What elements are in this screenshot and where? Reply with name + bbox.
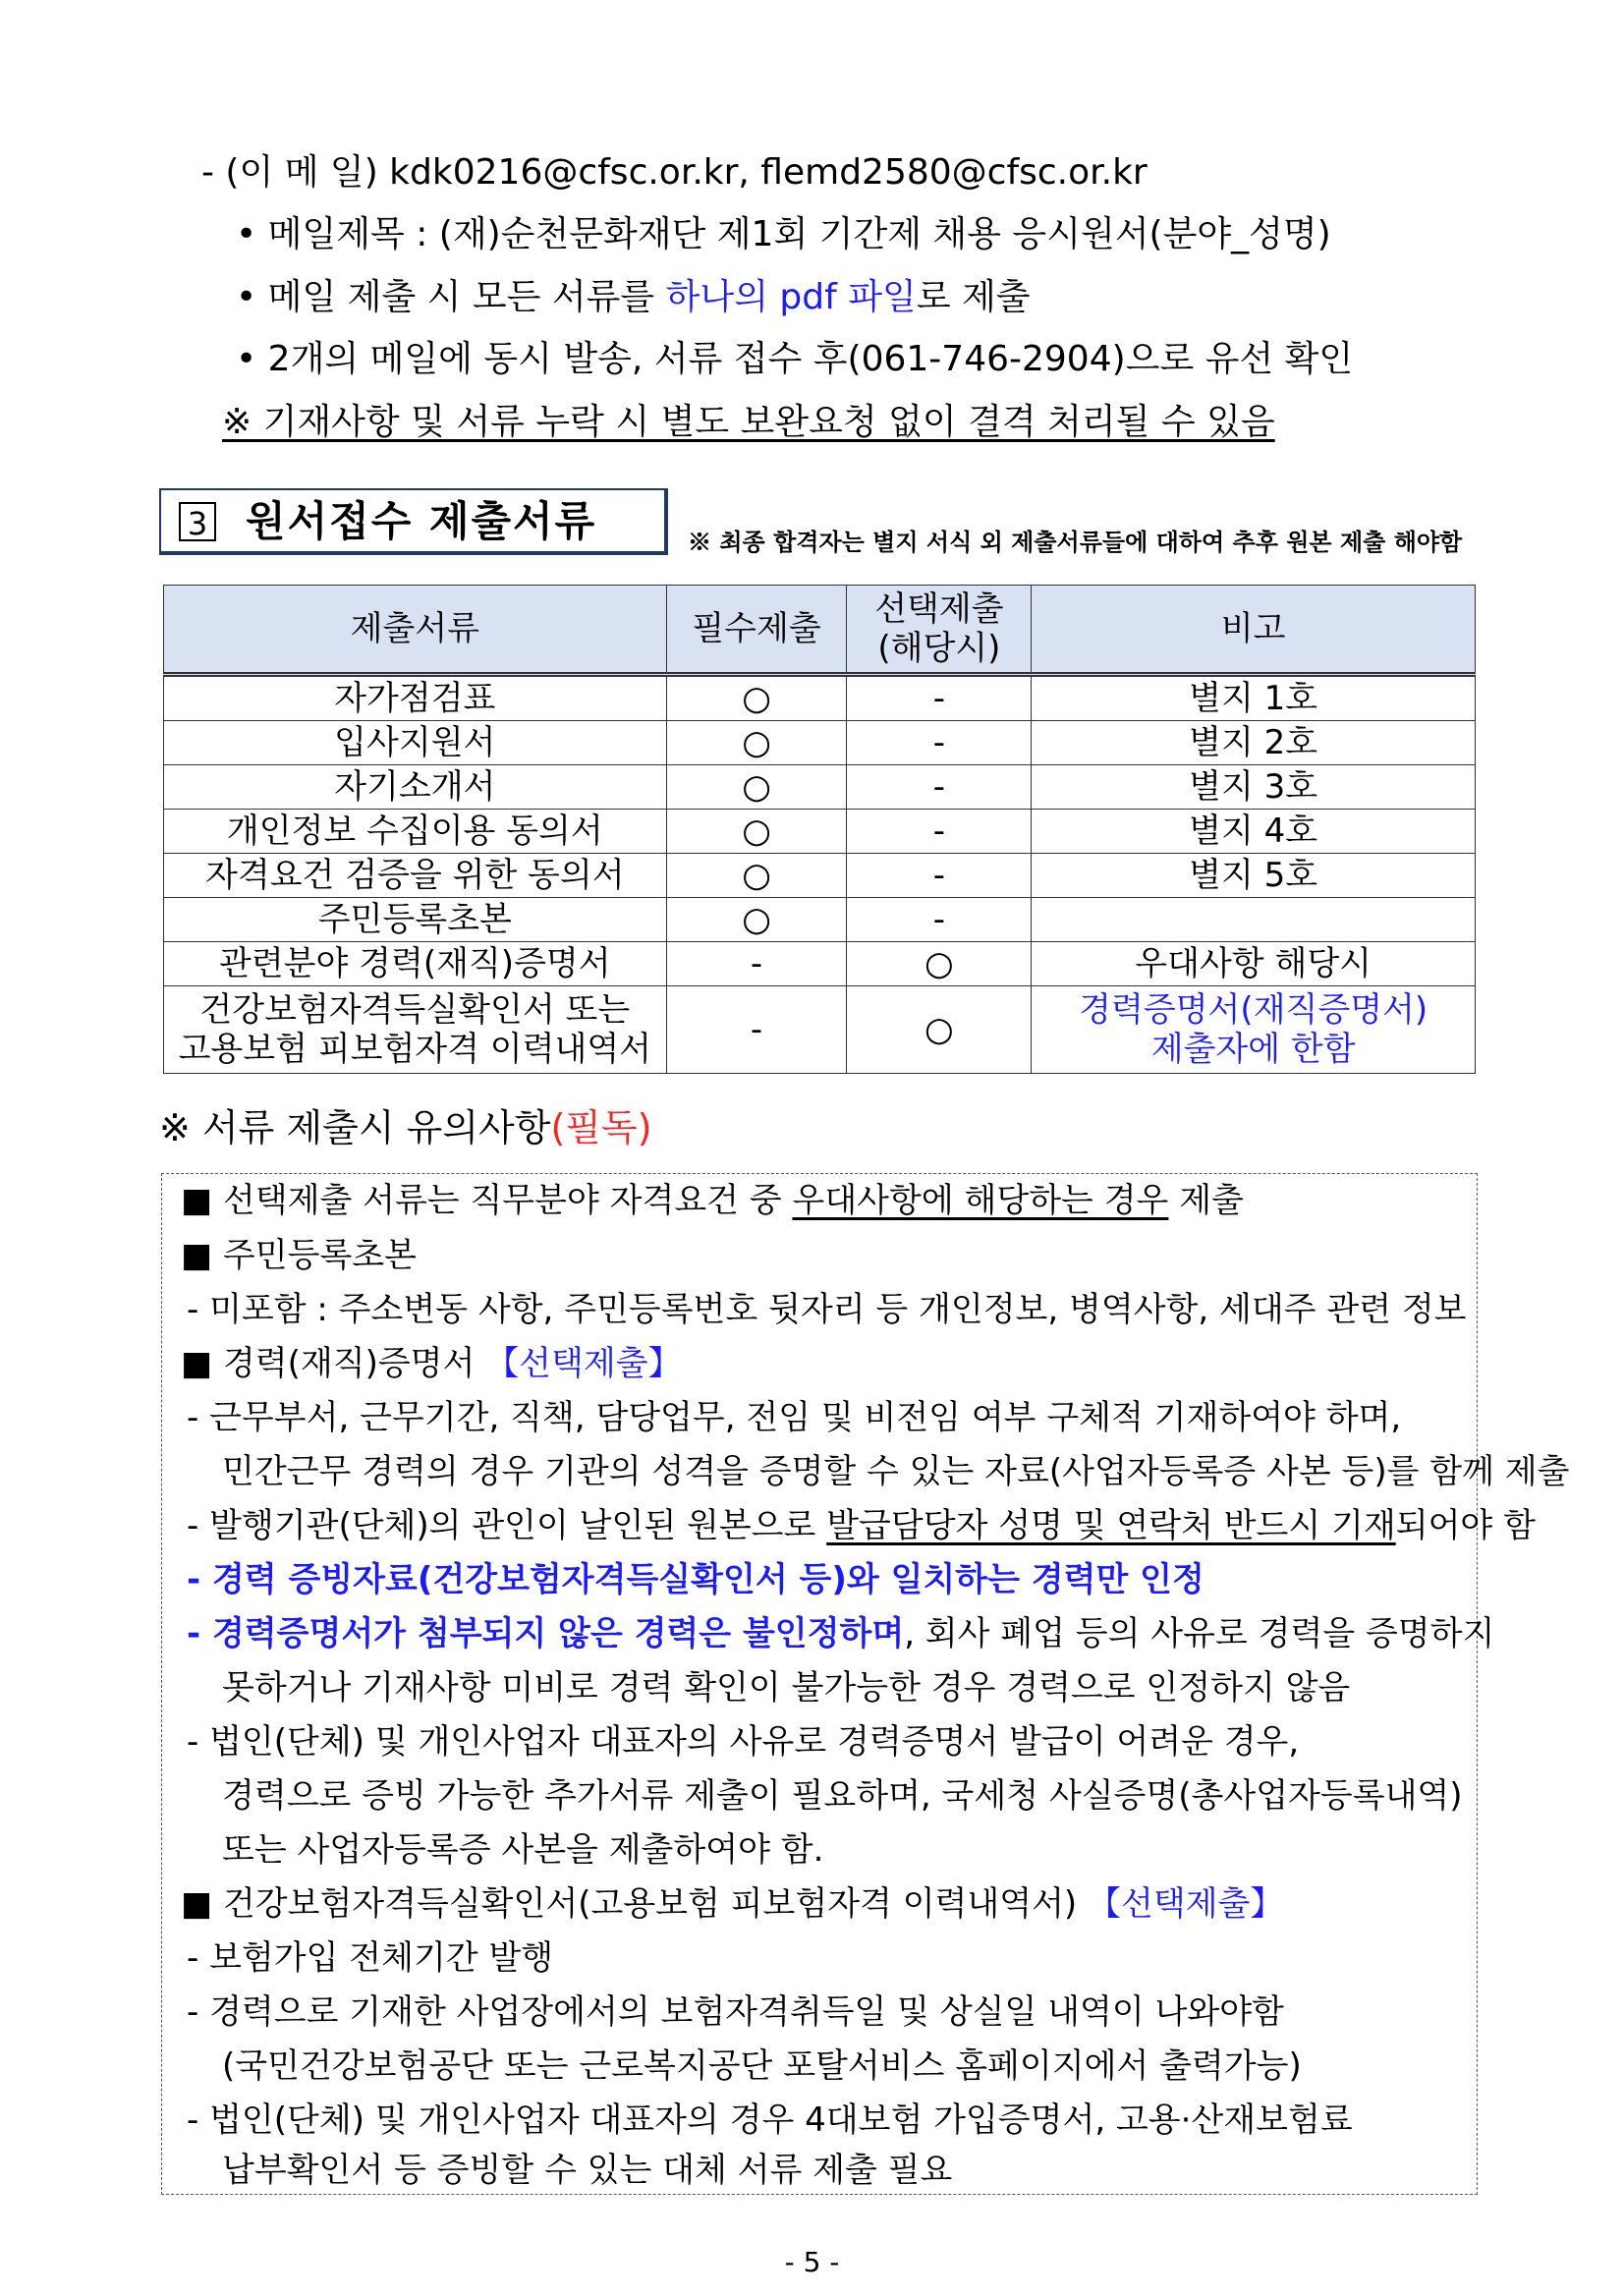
table-row <box>164 898 1476 942</box>
cell-optional: - <box>847 810 1032 854</box>
cell-optional: ○ <box>847 986 1032 1074</box>
cell-required: - <box>666 942 847 986</box>
note-resident-excluded: - 미포함 : 주소변동 사항, 주민등록번호 뒷자리 등 개인정보, 병역사항, 세대주 관련 정보 <box>187 1290 1467 1329</box>
note-career-seal: - 발행기관(단체)의 관인이 날인된 원본으로 발급담당자 성명 및 연락처 반드시 기재되어야 함 <box>187 1506 1536 1545</box>
note-insurance-heading: ■ 건강보험자격득실확인서(고용보험 피보험자격 이력내역서) 【선택제출】 <box>181 1884 1284 1924</box>
cell-doc: 관련분야 경력(재직)증명서 <box>164 942 667 986</box>
note-career-unattached: - 경력증명서가 첨부되지 않은 경력은 불인정하며, 회사 폐업 등의 사유로 경력을 증명하지 <box>187 1614 1495 1653</box>
note-insurance-ceo-cont: 납부확인서 등 증빙할 수 있는 대체 서류 제출 필요 <box>222 2151 953 2190</box>
cell-optional: - <box>847 898 1032 942</box>
email-line: - (이 메 일) kdk0216@cfsc.or.kr, flemd2580@cfsc.or.kr <box>201 152 1148 193</box>
note-insurance-detail-cont: (국민건강보험공단 또는 근로복지공단 포탈서비스 홈페이지에서 출력가능) <box>222 2046 1302 2086</box>
table-row <box>164 986 1476 1074</box>
note-career-detail: - 근무부서, 근무기간, 직책, 담당업무, 전임 및 비전임 여부 구체적 기재하여야 하며, <box>187 1398 1402 1437</box>
section-header <box>159 488 668 555</box>
header-doc: 제출서류 <box>164 586 667 675</box>
cell-required: ○ <box>666 721 847 765</box>
cell-remark: 별지 1호 <box>1032 675 1476 721</box>
note-career-detail-cont: 민간근무 경력의 경우 기관의 성격을 증명할 수 있는 자료(사업자등록증 사본 등)를 함께 제출 <box>222 1452 1570 1491</box>
table-header-row <box>164 586 1476 675</box>
note-insurance-period: - 보험가입 전체기간 발행 <box>187 1938 554 1978</box>
note-ceo-case: - 법인(단체) 및 개인사업자 대표자의 사유로 경력증명서 발급이 어려운 경우, <box>187 1722 1300 1762</box>
page-number: - 5 - <box>784 2246 840 2278</box>
bullet-pdf: • 메일 제출 시 모든 서류를 하나의 pdf 파일로 제출 <box>236 277 1031 317</box>
header-remark: 비고 <box>1032 586 1476 675</box>
cell-doc: 자격요건 검증을 위한 동의서 <box>164 854 667 898</box>
cell-remark: 별지 5호 <box>1032 854 1476 898</box>
section-note: ※ 최종 합격자는 별지 서식 외 제출서류들에 대하여 추후 원본 제출 해야함 <box>688 528 1463 556</box>
note-insurance-ceo: - 법인(단체) 및 개인사업자 대표자의 경우 4대보험 가입증명서, 고용·산재보험료 <box>187 2100 1353 2140</box>
cell-required: ○ <box>666 675 847 721</box>
caution-emphasis: (필독) <box>550 1106 652 1149</box>
cell-doc: 자기소개서 <box>164 765 667 810</box>
cell-doc: 건강보험자격득실확인서 또는 고용보험 피보험자격 이력내역서 <box>164 986 667 1074</box>
caution-heading: ※ 서류 제출시 유의사항(필독) <box>159 1106 652 1149</box>
bullet-mail-subject: • 메일제목 : (재)순천문화재단 제1회 기간제 채용 응시원서(분야_성명) <box>236 214 1331 254</box>
cell-remark <box>1032 898 1476 942</box>
table-row <box>164 721 1476 765</box>
cell-optional: - <box>847 721 1032 765</box>
note-optional-docs: ■ 선택제출 서류는 직무분야 자격요건 중 우대사항에 해당하는 경우 제출 <box>181 1181 1244 1220</box>
cell-optional: - <box>847 765 1032 810</box>
table-row <box>164 942 1476 986</box>
note-career-heading: ■ 경력(재직)증명서 【선택제출】 <box>181 1344 682 1383</box>
cell-remark: 경력증명서(재직증명서) 제출자에 한함 <box>1032 986 1476 1074</box>
cell-doc: 개인정보 수집이용 동의서 <box>164 810 667 854</box>
table-row <box>164 810 1476 854</box>
optional-tag: 【선택제출】 <box>1087 1884 1284 1924</box>
note-ceo-case-cont: 경력으로 증빙 가능한 추가서류 제출이 필요하며, 국세청 사실증명(총사업자등록내역) <box>222 1776 1463 1816</box>
header-optional: 선택제출 (해당시) <box>847 586 1032 675</box>
optional-tag: 【선택제출】 <box>485 1344 682 1383</box>
cell-remark: 별지 3호 <box>1032 765 1476 810</box>
cell-optional: - <box>847 675 1032 721</box>
cell-doc: 주민등록초본 <box>164 898 667 942</box>
cell-remark: 별지 2호 <box>1032 721 1476 765</box>
cell-required: - <box>666 986 847 1074</box>
documents-table <box>163 585 1476 1074</box>
cell-required: ○ <box>666 898 847 942</box>
cell-remark: 우대사항 해당시 <box>1032 942 1476 986</box>
cell-required: ○ <box>666 765 847 810</box>
cell-required: ○ <box>666 810 847 854</box>
cell-optional: ○ <box>847 942 1032 986</box>
header-required: 필수제출 <box>666 586 847 675</box>
cell-doc: 자가점검표 <box>164 675 667 721</box>
table-row <box>164 854 1476 898</box>
note-ceo-case-cont2: 또는 사업자등록증 사본을 제출하여야 함. <box>222 1830 824 1870</box>
cell-doc: 입사지원서 <box>164 721 667 765</box>
cell-remark: 별지 4호 <box>1032 810 1476 854</box>
note-career-unattached-cont: 못하거나 기재사항 미비로 경력 확인이 불가능한 경우 경력으로 인정하지 않음 <box>222 1668 1351 1708</box>
section-number: 3 <box>179 502 216 541</box>
section-title: 원서접수 제출서류 <box>246 497 597 545</box>
pdf-highlight: 하나의 pdf 파일 <box>665 277 917 317</box>
note-resident-heading: ■ 주민등록초본 <box>181 1236 417 1275</box>
note-insurance-detail: - 경력으로 기재한 사업장에서의 보험자격취득일 및 상실일 내역이 나와야함 <box>187 1992 1284 2032</box>
table-row <box>164 765 1476 810</box>
omission-warning: ※ 기재사항 및 서류 누락 시 별도 보완요청 없이 결격 처리될 수 있음 <box>222 402 1275 442</box>
cell-optional: - <box>847 854 1032 898</box>
note-career-match: - 경력 증빙자료(건강보험자격득실확인서 등)와 일치하는 경력만 인정 <box>187 1560 1204 1599</box>
bullet-send: • 2개의 메일에 동시 발송, 서류 접수 후(061-746-2904)으로 유선 확인 <box>236 339 1354 379</box>
table-row <box>164 675 1476 721</box>
cell-required: ○ <box>666 854 847 898</box>
